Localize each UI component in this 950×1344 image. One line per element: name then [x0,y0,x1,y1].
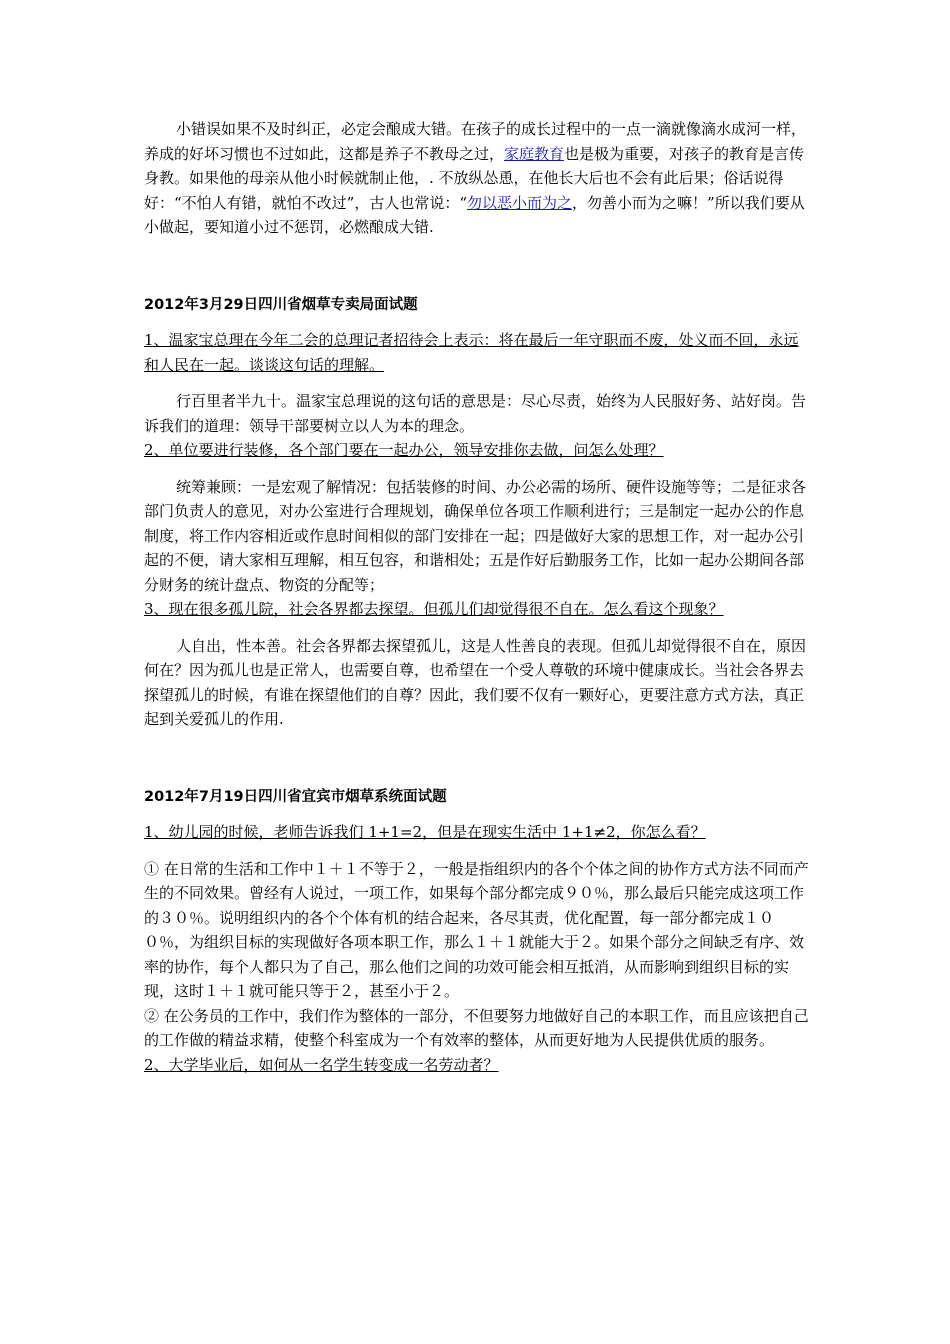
section1-q2 [144,438,812,463]
section2-title: 2012年7月19日四川省宜宾市烟草系统面试题 [144,788,447,805]
section1-q3 [144,597,812,622]
intro-text-3: ，勿善小而为之嘛！”所以我们要从小做起，要知道小过不惩罚，必燃酿成大错. [144,193,805,236]
section1-q1-text: 1、温家宝总理在今年二会的总理记者招待会上表示：将在最后一年守职而不废，处义而不回，永远和人民在一起。谈谈这句话的理解。 [144,331,799,374]
intro-text-1: 小错误如果不及时纠正，必定会酿成大错。在孩子的成长过程中的一点一滴就像滴水成河一样，养成的好坏习惯也不过如此，这都是养子不教母之过， [144,120,807,163]
section1-q1 [144,328,812,377]
proverb-link[interactable]: 勿以恶小而为之 [467,193,573,212]
section1-a1: 行百里者半九十。温家宝总理说的这句话的意思是：尽心尽责，始终为人民服好务、站好岗。告诉我们的道理：领导干部要树立以人为本的理念。 [144,392,807,435]
family-education-link[interactable]: 家庭教育 [504,144,565,163]
section1-q2-text: 2、单位要进行装修，各个部门要在一起办公，领导安排你去做，问怎么处理？ [144,441,664,459]
intro-paragraph [144,117,812,240]
section1-q3-text: 3、现在很多孤儿院，社会各界都去探望。但孤儿们却觉得很不自在。怎么看这个现象？ [144,600,724,618]
section2-q2-text: 2、大学毕业后，如何从一名学生转变成一名劳动者？ [144,1055,499,1074]
section2-q2 [144,1053,812,1078]
section1-title: 2012年3月29日四川省烟草专卖局面试题 [144,296,418,313]
section2-q1 [144,820,812,845]
section2-q1-text: 1、幼儿园的时候，老师告诉我们 1+1=2，但是在现实生活中 1+1≠2，你怎么看？ [144,823,706,841]
section1-a2: 统筹兼顾：一是宏观了解情况：包括装修的时间、办公必需的场所、硬件设施等等；二是征求各部门负责人的意见，对办公室进行合理规划，确保单位各项工作顺利进行；三是制定一起办公的作息制度，将工作内容相近或作息时间相似的部门安排在一起；四是做好大家的思想工作，对一起办公引起的不便，请大家相互理解，相互包容，和谐相处；五是作好后勤服务工作，比如一起办公期间各部分财务的统计盘点、物资的分配等； [144,477,807,594]
section2-a1: ① 在日常的生活和工作中１＋１不等于２，一般是指组织内的各个个体之间的协作方式方法不同而产生的不同效果。曾经有人说过，一项工作，如果每个部分都完成９０％，那么最后只能完成这项工作的３０％。说明组织内的各个个体有机的结合起来，各尽其责，优化配置，每一部分都完成１００％，为组织目标的实现做好各项本职工作，那么１＋１就能大于２。如果个部分之间缺乏有序、效率的协作，每个人都只为了自己，那么他们之间的功效可能会相互抵消，从而影响到组织目标的实现，这时１＋１就可能只等于２，甚至小于２。 [144,859,809,1000]
section1-a3: 人自出，性本善。社会各界都去探望孤儿，这是人性善良的表现。但孤儿却觉得很不自在，原因何在？因为孤儿也是正常人，也需要自尊，也希望在一个受人尊敬的环境中健康成长。当社会各界去探望孤儿的时候，有谁在探望他们的自尊？因此，我们要不仅有一颗好心，更要注意方式方法，真正起到关爱孤儿的作用. [144,636,807,728]
section2-a2: ② 在公务员的工作中，我们作为整体的一部分，不但要努力地做好自己的本职工作，而且应该把自己的工作做的精益求精，使整个科室成为一个有效率的整体，从而更好地为人民提供优质的服务。 [144,1006,809,1049]
intro-text-2: 也是极为重要，对孩子的教育是言传身教。如果他的母亲从他小时候就制止他，. 不放纵怂恿，在他长大后也不会有此后果；俗话说得好：“不怕人有错，就怕不改过”，古人也常说：“ [144,144,805,212]
document-page [144,117,812,1077]
